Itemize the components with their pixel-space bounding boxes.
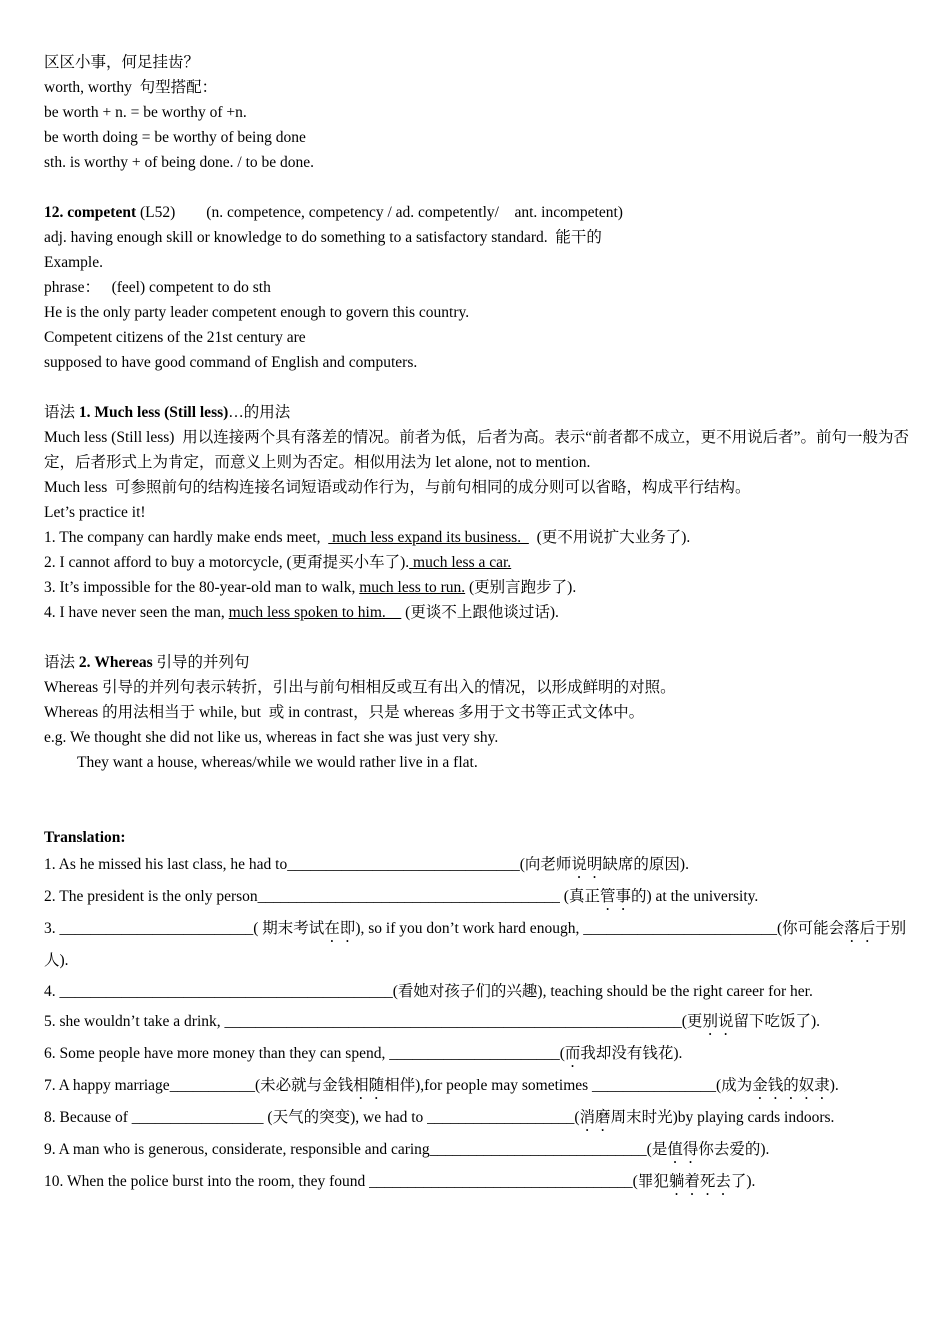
practice-gloss: (更不用说扩大业务了). xyxy=(528,529,691,546)
translation-text: ). xyxy=(829,1077,839,1094)
competent-example-label: Example. xyxy=(44,254,103,271)
competent-example-3: supposed to have good command of English and computers. xyxy=(44,354,418,371)
translation-text: 缺席的原因). xyxy=(602,856,689,873)
grammar-1-heading xyxy=(44,400,910,425)
competent-example-2: Competent citizens of the 21st century are xyxy=(44,329,306,346)
practice-item xyxy=(44,575,910,600)
translation-item xyxy=(44,914,910,977)
emphasized-text: 在即 xyxy=(324,920,356,937)
practice-answer: much less spoken to him. xyxy=(228,604,402,621)
translation-item xyxy=(44,1135,910,1167)
worth-pattern-3: sth. is worthy + of being done. / to be done. xyxy=(44,154,315,171)
worth-heading: worth, worthy 句型搭配： xyxy=(44,79,218,96)
grammar-2-description-2: Whereas 的用法相当于 while, but 或 in contrast，只是 whereas 多用于文书等正式文体中。 xyxy=(44,704,645,721)
grammar-1-description: Much less (Still less) 用以连接两个具有落差的情况。前者为低，后者为高。表示“前者都不成立，更不用说后者”。前句一般为否定，后者形式上为肯定，而意义上则为否定。相似用法为 let alone, not to mention. xyxy=(44,429,909,471)
grammar-2-title: 2. Whereas xyxy=(78,654,153,671)
translation-item xyxy=(44,1103,910,1135)
grammar-1-title: 1. Much less (Still less) xyxy=(78,404,229,421)
translation-text: 1. As he missed his last class, he had to______________________________(向老师 xyxy=(44,856,572,873)
grammar-2-example-1: e.g. We thought she did not like us, whereas in fact she was just very shy. xyxy=(44,729,499,746)
emphasized-text: 别说 xyxy=(702,1013,734,1030)
translation-item xyxy=(44,1071,910,1103)
translation-text: ), so if you don’t work hard enough, _________________________(你可能会 xyxy=(355,920,845,937)
practice-gloss: (更别言跑步了). xyxy=(465,579,577,596)
competent-section xyxy=(44,200,910,375)
worth-pattern-2: be worth doing = be worthy of being done xyxy=(44,129,306,146)
practice-text: 2. I cannot afford to buy a motorcycle, (更甭提买小车了). xyxy=(44,554,410,571)
emphasized-text: 金钱的奴隶 xyxy=(752,1077,830,1094)
grammar-1-title-suffix: …的用法 xyxy=(228,404,291,421)
translation-text: 你去爱的). xyxy=(698,1141,770,1158)
competent-definition: adj. having enough skill or knowledge to do something to a satisfactory standard. 能干的 xyxy=(44,229,602,246)
practice-text: 4. I have never seen the man, xyxy=(44,604,229,621)
translation-section xyxy=(44,825,910,1199)
grammar-much-less-section xyxy=(44,400,910,625)
practice-item xyxy=(44,525,910,550)
competent-forms: (L52) (n. competence, competency / ad. competently/ ant. incompetent) xyxy=(136,204,623,221)
translation-item xyxy=(44,1039,910,1071)
translation-text: 10. When the police burst into the room, they found __________________________________(罪犯 xyxy=(44,1173,669,1190)
competent-title: 12. competent xyxy=(44,204,137,221)
translation-text: 2. The president is the only person_______________________________________ (真正 xyxy=(44,888,600,905)
grammar-2-title-suffix: 引导的并列句 xyxy=(152,654,250,671)
idiom-line: 区区小事，何足挂齿？ xyxy=(44,54,200,71)
translation-text: 8. Because of _________________ (天气的突变), we had to ___________________( xyxy=(44,1109,580,1126)
translation-text: 4. ___________________________________________(看她对孩子们的兴趣), teaching should be the right career for her. xyxy=(44,982,813,1000)
practice-item xyxy=(44,550,910,575)
practice-heading: Let’s practice it! xyxy=(44,504,146,521)
practice-gloss: (更谈不上跟他谈过话). xyxy=(401,604,559,621)
translation-heading: Translation: xyxy=(44,829,126,846)
practice-answer: much less a car. xyxy=(409,554,512,571)
grammar-2-description: Whereas 引导的并列句表示转折，引出与前句相相反或互有出入的情况，以形成鲜明的对照。 xyxy=(44,679,676,696)
practice-item xyxy=(44,600,910,625)
emphasized-text: 值得 xyxy=(667,1141,699,1158)
translation-text: 9. A man who is generous, considerate, responsible and caring____________________________(是 xyxy=(44,1141,668,1158)
practice-answer: much less expand its business. xyxy=(328,529,529,546)
translation-text: 留下吃饭了). xyxy=(733,1013,820,1030)
grammar-2-heading xyxy=(44,650,910,675)
emphasized-text: 消磨 xyxy=(579,1109,611,1126)
translation-text: 的) at the university. xyxy=(630,888,759,905)
translation-item xyxy=(44,850,910,882)
translation-item xyxy=(44,1167,910,1199)
emphasized-text: 相随 xyxy=(353,1077,385,1094)
grammar-2-example-2: They want a house, whereas/while we would rather live in a flat. xyxy=(77,754,478,771)
grammar-prefix: 语法 xyxy=(44,654,79,671)
competent-phrase: phrase： (feel) competent to do sth xyxy=(44,279,271,296)
emphasized-text: 管事 xyxy=(599,888,631,905)
document-page xyxy=(44,50,910,1199)
translation-text: 于别人). xyxy=(44,920,907,969)
grammar-whereas-section xyxy=(44,650,910,775)
emphasized-text: 落后 xyxy=(844,920,876,937)
worth-section xyxy=(44,50,910,175)
competent-example-1: He is the only party leader competent enough to govern this country. xyxy=(44,304,470,321)
translation-text: 7. A happy marriage___________(未必就与金钱 xyxy=(44,1077,354,1094)
translation-item xyxy=(44,882,910,914)
grammar-prefix: 语法 xyxy=(44,404,79,421)
practice-text: 1. The company can hardly make ends meet, xyxy=(44,529,329,546)
competent-heading xyxy=(44,200,910,225)
translation-item xyxy=(44,1007,910,1039)
worth-pattern-1: be worth + n. = be worthy of +n. xyxy=(44,104,247,121)
translation-text: 相伴),for people may sometimes ________________(成为 xyxy=(384,1077,753,1094)
emphasized-text: 说明 xyxy=(571,856,603,873)
practice-answer: much less to run. xyxy=(359,579,466,596)
translation-text: 我却没有钱花). xyxy=(580,1045,683,1062)
translation-item xyxy=(44,977,910,1008)
grammar-1-description-2: Much less 可参照前句的结构连接名词短语或动作行为，与前句相同的成分则可以省略，构成平行结构。 xyxy=(44,479,751,496)
translation-text: 5. she wouldn’t take a drink, ___________________________________________________________(更 xyxy=(44,1013,703,1030)
translation-text: 6. Some people have more money than they can spend, ______________________( xyxy=(44,1045,565,1062)
translation-text: 周末时光)by playing cards indoors. xyxy=(610,1109,835,1126)
translation-text: 了). xyxy=(730,1173,756,1190)
practice-text: 3. It’s impossible for the 80-year-old man to walk, xyxy=(44,579,360,596)
emphasized-text: 躺着死去 xyxy=(668,1173,731,1190)
emphasized-text: 而 xyxy=(564,1045,581,1062)
translation-text: 3. _________________________( 期末考试 xyxy=(44,920,325,937)
